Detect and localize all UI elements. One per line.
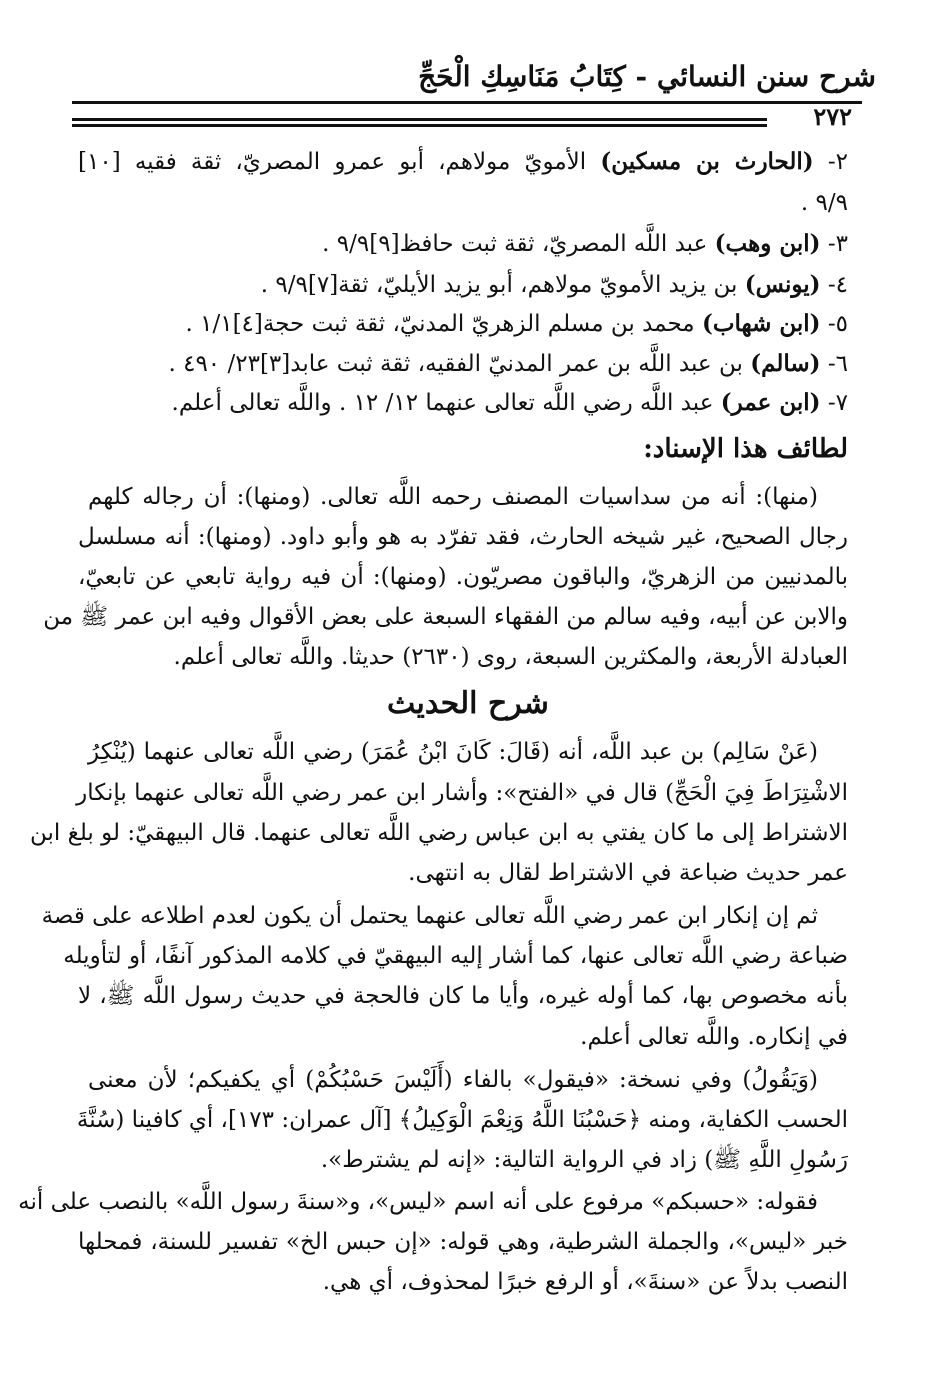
- section-heading-lataif: لطائف هذا الإسناد:: [643, 434, 848, 464]
- paragraph-line: العبادلة الأربعة، والمكثرين السبعة، روى (٢٦٣٠) حديثا. واللَّه تعالى أعلم.: [173, 644, 848, 670]
- page-number-rule-upper: [72, 118, 767, 121]
- narrator-line: ٢- (الحارث بن مسكين) الأمويّ مولاهم، أبو عمرو المصريّ، ثقة فقيه [١٠]: [78, 148, 848, 175]
- header-rule: [72, 101, 862, 104]
- page-number-rule-lower: [72, 124, 767, 127]
- paragraph-line: في إنكاره. واللَّه تعالى أعلم.: [580, 1024, 848, 1050]
- narrator-line: ٤- (يونس) بن يزيد الأمويّ مولاهم، أبو يزيد الأيليّ، ثقة[٧]٩/٩ .: [260, 271, 848, 298]
- paragraph-line: الاشتراط إلى ما كان يفتي به ابن عباس رضي اللَّه تعالى عنهما. قال البيهقيّ: لو بلغ ابن: [29, 820, 848, 846]
- narrator-line: ٧- (ابن عمر) عبد اللَّه رضي اللَّه تعالى عنهما ١٢/ ١٢ . واللَّه تعالى أعلم.: [171, 389, 848, 416]
- narrator-line-continuation: ٩/٩ .: [800, 190, 848, 216]
- paragraph-line: خبر «ليس»، والجملة الشرطية، وهي قوله: «إن حبس الخ» تفسير للسنة، فمحلها: [78, 1229, 848, 1255]
- paragraph-line: بأنه مخصوص بها، كما أوله غيره، وأيا ما كان فالحجة في حديث رسول اللَّه ﷺ، لا: [78, 983, 848, 1009]
- paragraph-line: النصب بدلاً عن «سنةَ»، أو الرفع خبرًا لمحذوف، أي هي.: [322, 1269, 848, 1295]
- section-heading-sharh: شرح الحديث: [387, 686, 549, 721]
- paragraph-line: الحسب الكفاية، ومنه ﴿حَسْبُنَا اللَّهُ وَنِعْمَ الْوَكِيلُ﴾ [آل عمران: ١٧٣]، أي كافينا (سُنَّةَ: [76, 1107, 848, 1133]
- paragraph-line: رجال الصحيح، غير شيخه الحارث، فقد تفرّد به هو وأبو داود. (ومنها): أنه مسلسل: [78, 524, 848, 550]
- narrator-line: ٦- (سالم) بن عبد اللَّه بن عمر المدنيّ الفقيه، ثقة ثبت عابد[٣]٢٣/ ٤٩٠ .: [168, 350, 848, 377]
- running-header-title: شرح سنن النسائي - كِتَابُ مَنَاسِكِ الْحَجِّ: [418, 60, 876, 93]
- paragraph-line: والابن عن أبيه، وفيه سالم من الفقهاء السبعة على بعض الأقوال وفيه ابن عمر ﷺ من: [43, 604, 848, 630]
- narrator-line: ٣- (ابن وهب) عبد اللَّه المصريّ، ثقة ثبت حافظ[٩]٩/٩ .: [322, 230, 848, 257]
- paragraph-line: الاشْتِرَاطَ فِيَ الْحَجِّ) قال في «الفتح»: وأشار ابن عمر رضي اللَّه تعالى عنهما بإنكار: [76, 780, 848, 806]
- paragraph-line: بالمدنيين من الزهريّ، والباقون مصريّون. (ومنها): أن فيه رواية تابعي عن تابعيّ،: [78, 564, 848, 590]
- page-number: ٢٧٢: [813, 102, 852, 131]
- paragraph-line: ضباعة رضي اللَّه تعالى عنها، كما أشار إليه البيهقيّ في كلامه المذكور آنفًا، أو لتأويله: [63, 943, 848, 969]
- paragraph-line: رَسُولِ اللَّهِ ﷺ) زاد في الرواية التالية: «إنه لم يشترط».: [320, 1147, 848, 1173]
- narrator-line: ٥- (ابن شهاب) محمد بن مسلم الزهريّ المدنيّ، ثقة ثبت حجة[٤]١/١ .: [185, 310, 848, 337]
- paragraph-line: فقوله: «حسبكم» مرفوع على أنه اسم «ليس»، و«سنةَ رسول اللَّه» بالنصب على أنه: [18, 1189, 818, 1215]
- paragraph-line: (وَيَقُولُ) وفي نسخة: «فيقول» بالفاء (أَلَيْسَ حَسْبُكُمْ) أي يكفيكم؛ لأن معنى: [88, 1067, 818, 1093]
- paragraph-line: عمر حديث ضباعة في الاشتراط لقال به انتهى.: [408, 860, 848, 886]
- paragraph-line: ثم إن إنكار ابن عمر رضي اللَّه تعالى عنهما يحتمل أن يكون لعدم اطلاعه على قصة: [41, 903, 818, 929]
- paragraph-line: (منها): أنه من سداسيات المصنف رحمه اللَّه تعالى. (ومنها): أن رجاله كلهم: [88, 484, 818, 510]
- paragraph-line: (عَنْ سَالِم) بن عبد اللَّه، أنه (قَالَ: كَانَ ابْنُ عُمَرَ) رضي اللَّه تعالى عنهما (يُنْكِرُ: [88, 739, 818, 765]
